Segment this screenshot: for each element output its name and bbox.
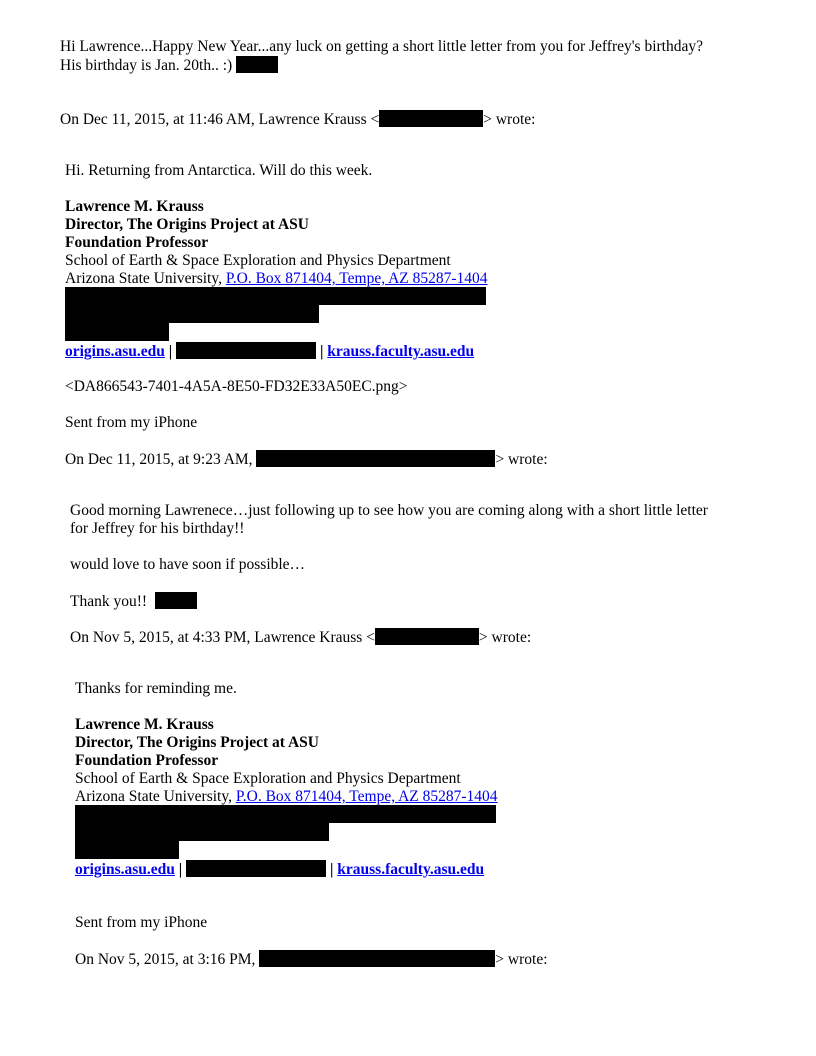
signature-role: Foundation Professor: [75, 752, 219, 769]
signature-name: Lawrence M. Krauss: [65, 198, 204, 215]
signature-title: Director, The Origins Project at ASU: [65, 216, 309, 233]
redaction-block: [379, 110, 483, 127]
link-separator: |: [329, 861, 334, 878]
reply2-header-prefix: On Dec 11, 2015, at 9:23 AM,: [65, 451, 257, 468]
signature-links: [65, 342, 474, 361]
reply1-header: [60, 110, 535, 129]
reply1-body: Hi. Returning from Antarctica. Will do this week.: [65, 162, 373, 179]
redaction-block: [65, 323, 169, 341]
reply2-body-line-2: for Jeffrey for his birthday!!: [70, 520, 245, 537]
reply4-header-prefix: On Nov 5, 2015, at 3:16 PM,: [75, 951, 260, 968]
reply2-body-line-3: would love to have soon if possible…: [70, 556, 306, 573]
origins-link[interactable]: origins.asu.edu: [75, 861, 175, 878]
reply1-header-suffix: > wrote:: [483, 111, 536, 128]
redaction-block: [75, 823, 329, 841]
signature-department: School of Earth & Space Exploration and Physics Department: [75, 770, 461, 787]
attachment-name: <DA866543-7401-4A5A-8E50-FD32E33A50EC.png>: [65, 378, 408, 395]
reply3-header-prefix: On Nov 5, 2015, at 4:33 PM, Lawrence Krauss <: [70, 629, 375, 646]
redaction-block: [259, 950, 495, 967]
signature-university-prefix: Arizona State University,: [65, 270, 226, 287]
reply3-header-suffix: > wrote:: [478, 629, 532, 646]
redaction-block: [155, 592, 197, 609]
redaction-block: [256, 450, 495, 467]
redaction-block: [75, 841, 179, 859]
reply3-header: [70, 628, 531, 647]
redaction-block: [236, 56, 278, 73]
redaction-block: [75, 805, 496, 823]
faculty-link[interactable]: krauss.faculty.asu.edu: [327, 343, 475, 360]
reply3-body: Thanks for reminding me.: [75, 680, 237, 697]
link-separator: |: [168, 343, 173, 360]
address-link[interactable]: P.O. Box 871404, Tempe, AZ 85287-1404: [235, 788, 498, 805]
opening-line-1: Hi Lawrence...Happy New Year...any luck on getting a short little letter from you for Jeffrey's birthday?: [60, 38, 703, 55]
signature-university: [65, 270, 488, 288]
reply4-header: [75, 950, 548, 969]
redaction-block: [186, 860, 326, 877]
origins-link[interactable]: origins.asu.edu: [65, 343, 165, 360]
address-link[interactable]: P.O. Box 871404, Tempe, AZ 85287-1404: [225, 270, 488, 287]
reply2-header-suffix: > wrote:: [495, 451, 548, 468]
sent-from: Sent from my iPhone: [65, 414, 198, 431]
link-separator: |: [178, 861, 183, 878]
signature-role: Foundation Professor: [65, 234, 209, 251]
reply4-header-suffix: > wrote:: [495, 951, 548, 968]
signature-university: [75, 788, 498, 806]
reply2-thanks-text: Thank you!!: [70, 593, 148, 610]
faculty-link[interactable]: krauss.faculty.asu.edu: [337, 861, 485, 878]
reply2-body-line-1: Good morning Lawrenece…just following up to see how you are coming along with a short little letter: [70, 502, 708, 519]
opening-line-2: [60, 56, 278, 75]
signature-links: [75, 860, 484, 879]
reply2-header: [65, 450, 548, 469]
signature-department: School of Earth & Space Exploration and Physics Department: [65, 252, 451, 269]
signature-name: Lawrence M. Krauss: [75, 716, 214, 733]
reply2-thanks: [70, 592, 197, 611]
opening-line-2-text: His birthday is Jan. 20th.. :): [60, 57, 233, 74]
reply1-header-prefix: On Dec 11, 2015, at 11:46 AM, Lawrence Krauss <: [60, 111, 380, 128]
signature-title: Director, The Origins Project at ASU: [75, 734, 319, 751]
redaction-block: [65, 287, 486, 305]
redaction-block: [375, 628, 479, 645]
link-separator: |: [319, 343, 324, 360]
redaction-block: [176, 342, 316, 359]
redaction-block: [65, 305, 319, 323]
sent-from: Sent from my iPhone: [75, 914, 208, 931]
signature-university-prefix: Arizona State University,: [75, 788, 236, 805]
